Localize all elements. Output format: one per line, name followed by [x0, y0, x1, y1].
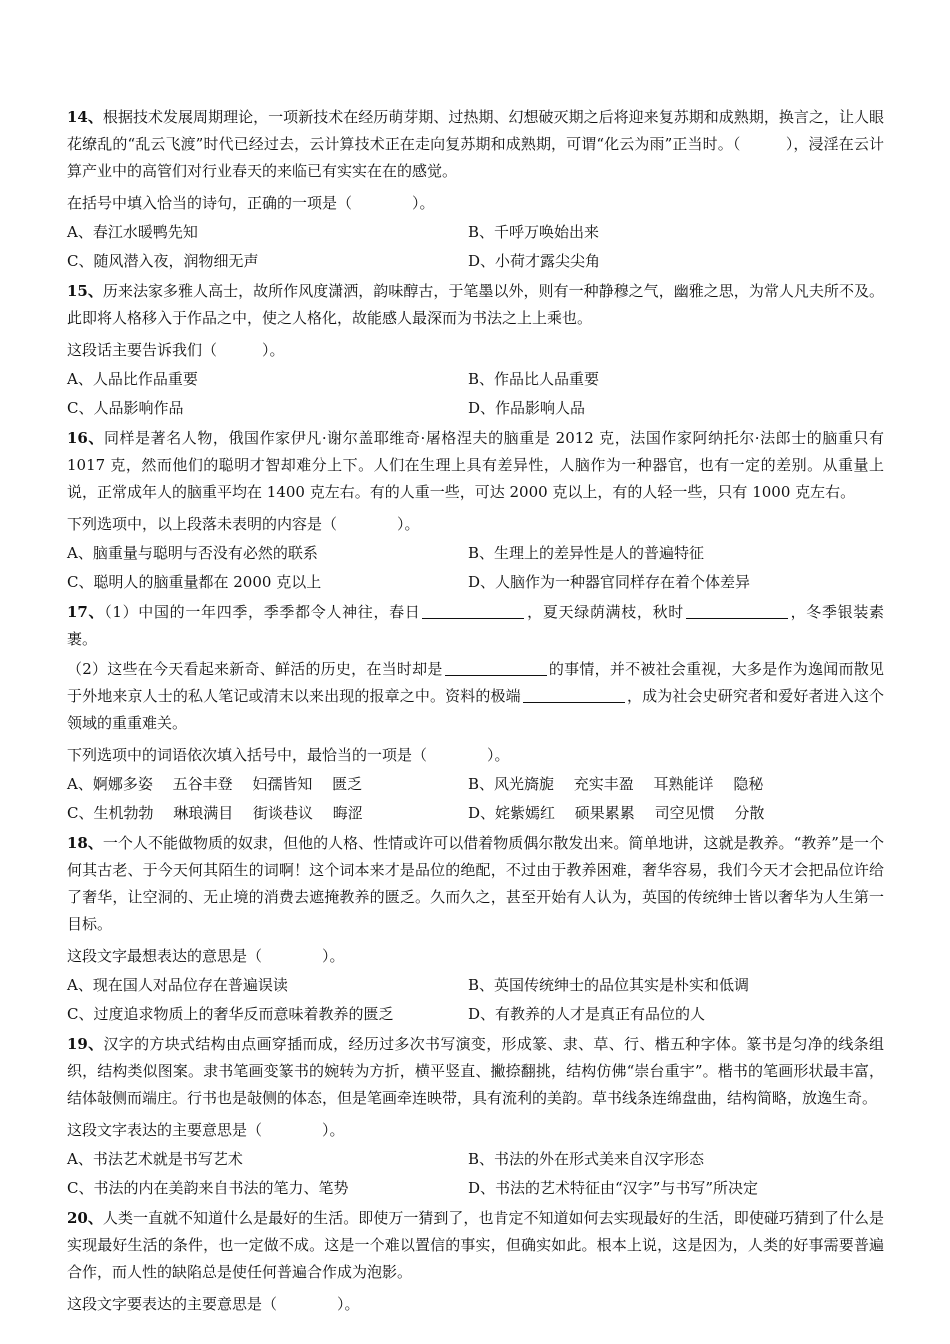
question-text-part2: [67, 656, 884, 737]
question-body: 汉字的方块式结构由点画穿插而成，经历过多次书写演变，形成篆、隶、草、行、楷五种字体。篆书是匀净的线条组织，结构类似图案。隶书笔画变篆书的婉转为方折，横平竖直、撇捺翻挑，结构仿佛“崇台重宇”。楷书的笔画形状最丰富，结体敧侧而端庄。行书也是敧侧的体态，但是笔画牵连映带，具有流利的美韵。草书线条连绵盘曲，结构简略，放逸生奇。: [67, 1035, 884, 1107]
question-text: [67, 104, 884, 185]
options: [67, 972, 884, 1028]
option-d[interactable]: D、姹紫嫣红 硕果累累 司空见惯 分散: [468, 804, 765, 822]
option-b[interactable]: B、英国传统绅士的品位其实是朴实和低调: [468, 976, 750, 994]
option-a[interactable]: A、现在国人对品位存在普遍误读: [67, 976, 288, 994]
option-d[interactable]: D、作品影响人品: [468, 399, 586, 417]
part1-a: （1）中国的一年四季，季季都令人神往，春日: [104, 603, 421, 621]
question-number: 18、: [67, 834, 103, 852]
options: [67, 219, 884, 275]
fill-blank-3[interactable]: [445, 659, 547, 676]
option-a[interactable]: A、脑重量与聪明与否没有必然的联系: [67, 544, 318, 562]
option-b[interactable]: B、作品比人品重要: [468, 370, 600, 388]
option-b[interactable]: B、风光旖旎 充实丰盈 耳熟能详 隐秘: [468, 775, 764, 793]
question-text: [67, 1205, 884, 1286]
question-number: 16、: [67, 429, 104, 447]
option-c[interactable]: C、生机勃勃 琳琅满目 街谈巷议 晦涩: [67, 804, 363, 822]
question-body: 一个人不能做物质的奴隶，但他的人格、性情或许可以借着物质偶尔散发出来。简单地讲，这就是教养。“教养”是一个何其古老、于今天何其陌生的词啊！这个词本来才是品位的绝配，不过由于教养困难，奢华容易，我们今天才会把品位许给了奢华，让空洞的、无止境的消费去遮掩教养的匮乏。久而久之，甚至开始有人认为，英国的传统绅士皆以奢华为人生第一目标。: [67, 834, 885, 933]
option-b[interactable]: B、千呼万唤始出来: [468, 223, 600, 241]
question-text: [67, 278, 884, 332]
option-c[interactable]: C、随风潜入夜，润物细无声: [67, 252, 259, 270]
fill-blank-4[interactable]: [523, 686, 625, 703]
question-text: [67, 1031, 884, 1112]
question-18: [67, 830, 884, 1028]
question-prompt: 这段文字最想表达的意思是（ ）。: [67, 947, 345, 965]
question-number: 19、: [67, 1035, 104, 1053]
question-number: 14、: [67, 108, 103, 126]
part2-c: ，成为社会史研究者和爱好者进入这个领域的重重难关。: [67, 687, 884, 732]
question-number: 20、: [67, 1209, 103, 1227]
part2-a: （2）这些在今天看起来新奇、鲜活的历史，在当时却是: [67, 660, 443, 678]
question-16: [67, 425, 884, 596]
part2-b: 的事情，并不被社会重视，大多是作为逸闻而散见于外地来京人士的私人笔记或清末以来出现的报章之中。资料的极端: [67, 660, 884, 705]
option-d[interactable]: D、人脑作为一种器官同样存在着个体差异: [468, 573, 751, 591]
question-number: 17、: [67, 603, 105, 621]
option-a[interactable]: A、婀娜多姿 五谷丰登 妇孺皆知 匮乏: [67, 775, 363, 793]
fill-blank-2[interactable]: [686, 602, 788, 619]
question-text-part1: [67, 599, 884, 653]
question-15: [67, 278, 884, 422]
question-body: 人类一直就不知道什么是最好的生活。即使万一猜到了，也肯定不知道如何去实现最好的生活，即使碰巧猜到了什么是实现最好生活的条件，也一定做不成。这是一个难以置信的事实，但确实如此。根本上说，这是因为，人类的好事需要普遍合作，而人性的缺陷总是使任何普遍合作成为泡影。: [67, 1209, 884, 1281]
option-c[interactable]: C、书法的内在美韵来自书法的笔力、笔势: [67, 1179, 349, 1197]
question-body: 历来法家多雅人高士，故所作风度潇洒，韵味醇古，于笔墨以外，则有一种静穆之气，幽雅之思，为常人凡夫所不及。此即将人格移入于作品之中，使之人格化，故能感人最深而为书法之上上乘也。: [67, 282, 884, 327]
option-d[interactable]: D、小荷才露尖尖角: [468, 252, 601, 270]
option-d[interactable]: D、书法的艺术特征由“汉字”与书写”所决定: [468, 1179, 759, 1197]
question-prompt: 下列选项中的词语依次填入括号中，最恰当的一项是（ ）。: [67, 746, 510, 764]
options: [67, 540, 884, 596]
question-body: 根据技术发展周期理论，一项新技术在经历萌芽期、过热期、幻想破灭期之后将迎来复苏期和成熟期，换言之，让人眼花缭乱的“乱云飞渡”时代已经过去，云计算技术正在走向复苏期和成熟期，可谓“化云为雨”正当时。（ ），浸淫在云计算产业中的高管们对行业春天的来临已有实实在在的感觉。: [67, 108, 884, 180]
question-number: 15、: [67, 282, 103, 300]
question-14: [67, 104, 884, 275]
question-prompt: 在括号中填入恰当的诗句，正确的一项是（ ）。: [67, 194, 435, 212]
question-prompt: 这段文字要表达的主要意思是（ ）。: [67, 1295, 360, 1313]
option-a[interactable]: A、人品比作品重要: [67, 370, 198, 388]
question-text: [67, 425, 884, 506]
question-20: [67, 1205, 884, 1318]
option-d[interactable]: D、有教养的人才是真正有品位的人: [468, 1005, 706, 1023]
fill-blank-1[interactable]: [422, 602, 524, 619]
question-text: [67, 830, 884, 938]
option-c[interactable]: C、人品影响作品: [67, 399, 184, 417]
options: [67, 1146, 884, 1202]
question-17: [67, 599, 884, 827]
option-b[interactable]: B、生理上的差异性是人的普遍特征: [468, 544, 705, 562]
option-a[interactable]: A、书法艺术就是书写艺术: [67, 1150, 243, 1168]
option-a[interactable]: A、春江水暖鸭先知: [67, 223, 198, 241]
part1-b: ，夏天绿荫满枝，秋时: [526, 603, 684, 621]
options: [67, 771, 884, 827]
question-prompt: 这段话主要告诉我们（ ）。: [67, 341, 285, 359]
question-19: [67, 1031, 884, 1202]
question-body: 同样是著名人物，俄国作家伊凡·谢尔盖耶维奇·屠格涅夫的脑重是 2012 克，法国作家阿纳托尔·法郎士的脑重只有 1017 克，然而他们的聪明才智却难分上下。人们在生理上具有差异性，人脑作为一种器官，也有一定的差别。从重量上说，正常成年人的脑重平均在 1400 克左右。有的人重一些，可达 2000 克以上，有的人轻一些，只有 1000 克左右。: [67, 429, 884, 501]
option-c[interactable]: C、聪明人的脑重量都在 2000 克以上: [67, 573, 322, 591]
option-b[interactable]: B、书法的外在形式美来自汉字形态: [468, 1150, 705, 1168]
question-prompt: 这段文字表达的主要意思是（ ）。: [67, 1121, 345, 1139]
option-c[interactable]: C、过度追求物质上的奢华反而意味着教养的匮乏: [67, 1005, 394, 1023]
part1-c: ，冬季银装素裹。: [67, 603, 884, 648]
options: [67, 366, 884, 422]
question-prompt: 下列选项中，以上段落未表明的内容是（ ）。: [67, 515, 420, 533]
